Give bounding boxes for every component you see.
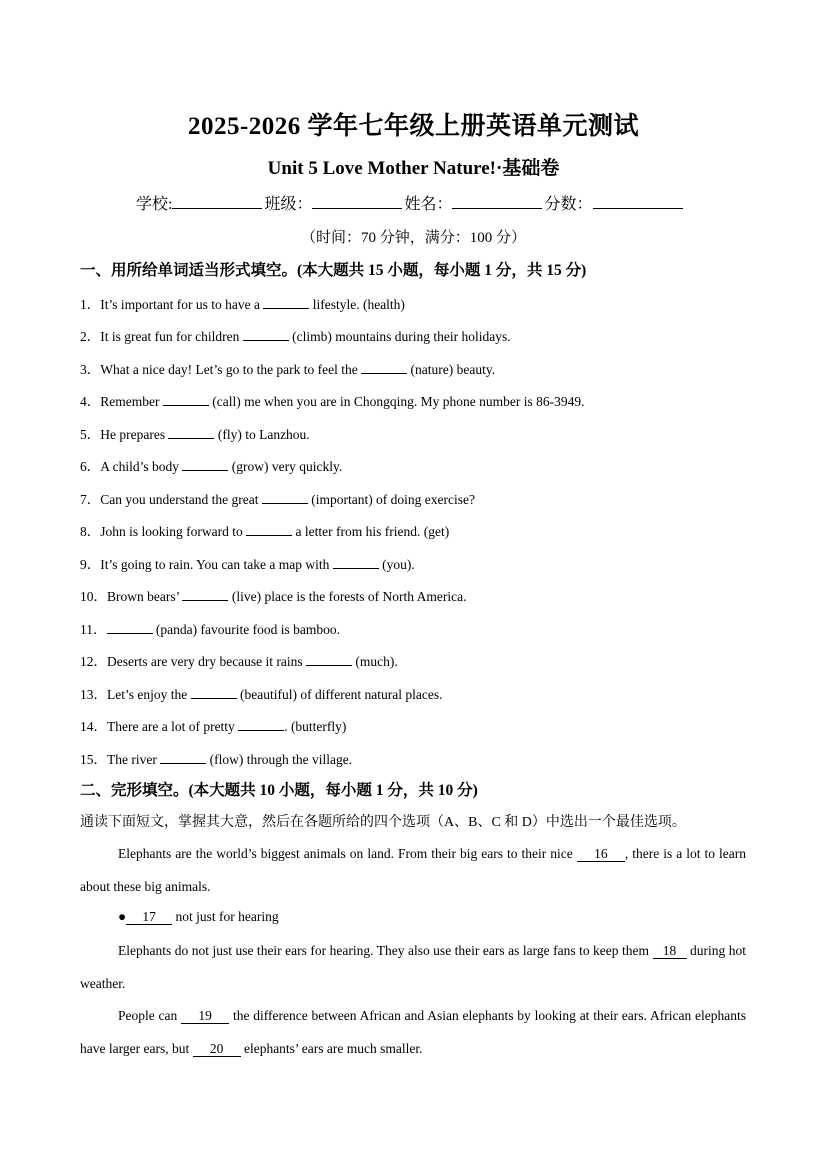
- answer-blank[interactable]: [168, 426, 214, 439]
- passage-paragraph-1: Elephants are the world’s biggest animals on land. From their big ears to their nice 16 , there is a lot to learn about these big animals.: [80, 846, 747, 894]
- question-13: 13．Let’s enjoy the (beautiful) of different natural places.: [80, 687, 443, 702]
- question-2: 2．It is great fun for children (climb) mountains during their holidays.: [80, 329, 511, 344]
- school-label: 学校:: [136, 196, 173, 213]
- school-blank[interactable]: [172, 194, 262, 209]
- class-label: 班级：: [264, 196, 313, 213]
- question-4: 4．Remember (call) me when you are in Chongqing. My phone number is 86-3949.: [80, 394, 585, 409]
- answer-blank[interactable]: [333, 556, 379, 569]
- question-10: 10．Brown bears’ (live) place is the forests of North America.: [80, 589, 467, 604]
- cloze-blank-19[interactable]: 19: [181, 1008, 229, 1024]
- question-5: 5．He prepares (fly) to Lanzhou.: [80, 427, 310, 442]
- question-1: 1．It’s important for us to have a lifestyle. (health): [80, 297, 405, 312]
- question-3: 3．What a nice day! Let’s go to the park to feel the (nature) beauty.: [80, 362, 496, 377]
- answer-blank[interactable]: [246, 523, 292, 536]
- answer-blank[interactable]: [243, 328, 289, 341]
- section-1-heading: 一、用所给单词适当形式填空。(本大题共 15 小题，每小题 1 分，共 15 分): [80, 262, 587, 279]
- section-2-heading: 二、完形填空。(本大题共 10 小题，每小题 1 分，共 10 分): [80, 782, 478, 799]
- answer-blank[interactable]: [163, 393, 209, 406]
- cloze-blank-18[interactable]: 18: [653, 943, 687, 959]
- question-6: 6．A child’s body (grow) very quickly.: [80, 459, 343, 474]
- question-9: 9．It’s going to rain. You can take a map with (you).: [80, 557, 415, 572]
- answer-blank[interactable]: [238, 718, 284, 731]
- student-info-line: [136, 191, 685, 214]
- answer-blank[interactable]: [107, 621, 153, 634]
- answer-blank[interactable]: [262, 491, 308, 504]
- answer-blank[interactable]: [160, 751, 206, 764]
- passage-bullet-line: ● 17 not just for hearing: [118, 909, 279, 924]
- cloze-blank-17[interactable]: 17: [126, 909, 172, 925]
- time-line: （时间：70 分钟，满分：100 分）: [300, 230, 526, 246]
- class-blank[interactable]: [312, 194, 402, 209]
- passage-paragraph-3: People can 19 the difference between African and Asian elephants by looking at their ears. African elephants have larger ears, but 20 elephants’ ears are much smaller.: [80, 1008, 747, 1056]
- answer-blank[interactable]: [191, 686, 237, 699]
- answer-blank[interactable]: [263, 296, 309, 309]
- page-title: 2025-2026 学年七年级上册英语单元测试: [187, 113, 640, 140]
- question-8: 8．John is looking forward to a letter from his friend. (get): [80, 524, 450, 539]
- answer-blank[interactable]: [182, 588, 228, 601]
- score-label: 分数：: [544, 196, 593, 213]
- section-2-instruction: 通读下面短文，掌握其大意，然后在各题所给的四个选项（A、B、C 和 D）中选出一个最佳选项。: [80, 815, 686, 830]
- score-blank[interactable]: [593, 194, 683, 209]
- question-14: 14．There are a lot of pretty . (butterfly): [80, 719, 347, 734]
- answer-blank[interactable]: [306, 653, 352, 666]
- name-blank[interactable]: [452, 194, 542, 209]
- cloze-blank-20[interactable]: 20: [193, 1041, 241, 1057]
- question-15: 15．The river (flow) through the village.: [80, 752, 353, 767]
- page-subtitle: Unit 5 Love Mother Nature!·基础卷: [267, 158, 560, 179]
- answer-blank[interactable]: [361, 361, 407, 374]
- name-label: 姓名：: [404, 196, 453, 213]
- bullet-icon: ●: [118, 909, 127, 924]
- question-11: 11． (panda) favourite food is bamboo.: [80, 622, 340, 637]
- question-12: 12．Deserts are very dry because it rains (much).: [80, 654, 398, 669]
- passage-paragraph-2: Elephants do not just use their ears for hearing. They also use their ears as large fans to keep them 18 during hot weather.: [80, 943, 747, 991]
- question-7: 7．Can you understand the great (important) of doing exercise?: [80, 492, 476, 507]
- cloze-blank-16[interactable]: 16: [577, 846, 625, 862]
- answer-blank[interactable]: [182, 458, 228, 471]
